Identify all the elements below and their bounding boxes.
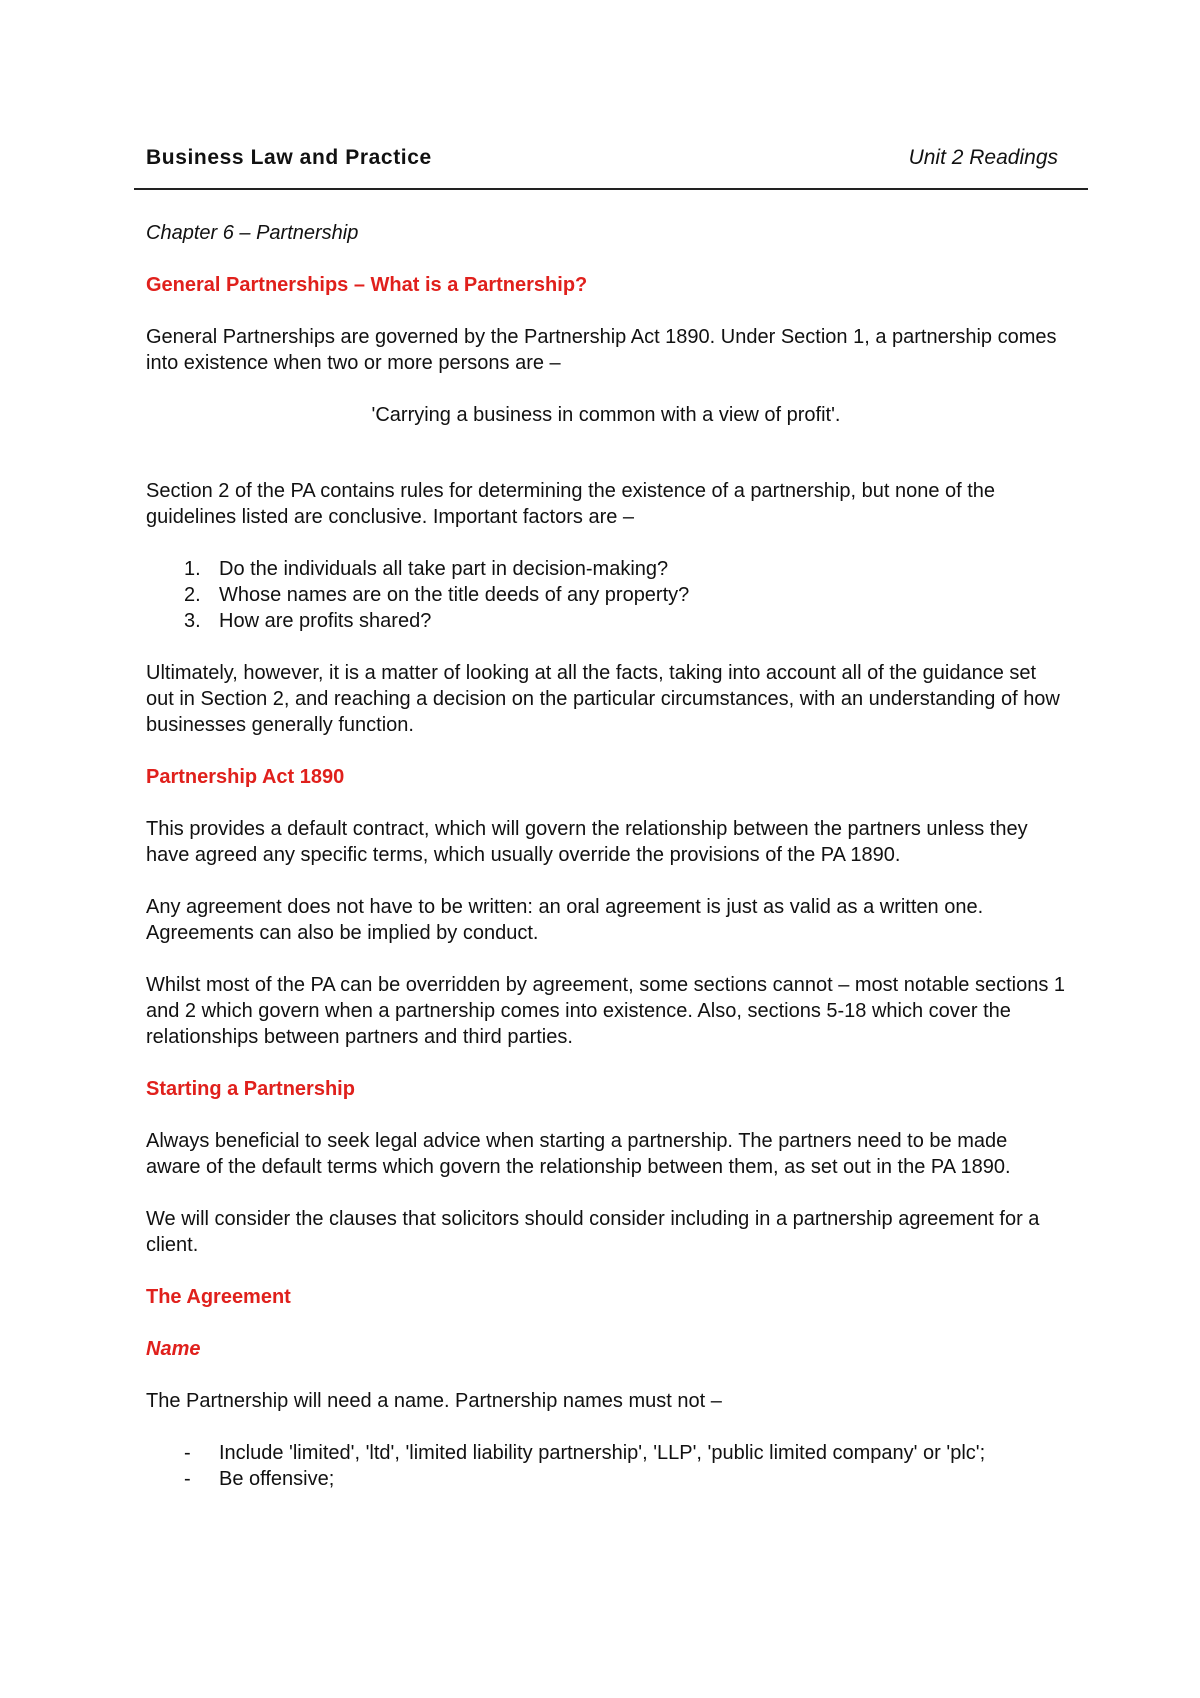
heading-partnership-act: Partnership Act 1890 bbox=[146, 766, 345, 788]
list-item bbox=[146, 556, 1066, 582]
list-item bbox=[146, 582, 1066, 608]
list-dash: - bbox=[184, 1442, 191, 1464]
paragraph: Section 2 of the PA contains rules for determining the existence of a partnership, but none of the guidelines listed are conclusive. Important factors are – bbox=[146, 480, 996, 528]
list-item bbox=[146, 1440, 1066, 1466]
paragraph: Whilst most of the PA can be overridden by agreement, some sections cannot – most notable sections 1 and 2 which govern when a partnership comes into existence. Also, sections 5-18 which cover the relationships between partners and third parties. bbox=[146, 974, 1066, 1048]
list-text: Include 'limited', 'ltd', 'limited liability partnership', 'LLP', 'public limited company' or 'plc'; bbox=[219, 1442, 986, 1464]
factors-list bbox=[146, 556, 1066, 634]
name-rules-list bbox=[146, 1440, 1066, 1492]
paragraph: Any agreement does not have to be written: an oral agreement is just as valid as a written one. Agreements can also be implied by conduct. bbox=[146, 896, 984, 944]
list-number: 2. bbox=[184, 584, 201, 606]
paragraph: Always beneficial to seek legal advice when starting a partnership. The partners need to be made aware of the default terms which govern the relationship between them, as set out in the PA 1890. bbox=[146, 1130, 1011, 1178]
paragraph: The Partnership will need a name. Partnership names must not – bbox=[146, 1390, 722, 1412]
document-body bbox=[146, 220, 1066, 1492]
heading-starting-partnership: Starting a Partnership bbox=[146, 1078, 355, 1100]
paragraph: We will consider the clauses that solicitors should consider including in a partnership agreement for a client. bbox=[146, 1208, 1040, 1256]
paragraph: This provides a default contract, which will govern the relationship between the partners unless they have agreed any specific terms, which usually override the provisions of the PA 1890. bbox=[146, 818, 1028, 866]
heading-the-agreement: The Agreement bbox=[146, 1286, 291, 1308]
list-number: 3. bbox=[184, 610, 201, 632]
heading-general-partnerships: General Partnerships – What is a Partnership? bbox=[146, 274, 588, 296]
paragraph: Ultimately, however, it is a matter of looking at all the facts, taking into account all of the guidance set out in Section 2, and reaching a decision on the particular circumstances, with an understanding of how businesses generally function. bbox=[146, 662, 1060, 736]
header-unit: Unit 2 Readings bbox=[908, 146, 1058, 169]
list-dash: - bbox=[184, 1468, 191, 1490]
quote: 'Carrying a business in common with a view of profit'. bbox=[371, 404, 841, 426]
list-number: 1. bbox=[184, 558, 201, 580]
subheading-name: Name bbox=[146, 1338, 201, 1360]
list-text: How are profits shared? bbox=[219, 610, 432, 632]
list-text: Do the individuals all take part in decision-making? bbox=[219, 558, 669, 580]
list-text: Whose names are on the title deeds of any property? bbox=[219, 584, 690, 606]
page-header bbox=[146, 146, 1058, 170]
header-divider bbox=[134, 188, 1088, 190]
paragraph: General Partnerships are governed by the Partnership Act 1890. Under Section 1, a partnership comes into existence when two or more persons are – bbox=[146, 326, 1057, 374]
list-text: Be offensive; bbox=[219, 1468, 335, 1490]
list-item bbox=[146, 1466, 1066, 1492]
header-title: Business Law and Practice bbox=[146, 146, 432, 169]
list-item bbox=[146, 608, 1066, 634]
chapter-title: Chapter 6 – Partnership bbox=[146, 222, 359, 244]
